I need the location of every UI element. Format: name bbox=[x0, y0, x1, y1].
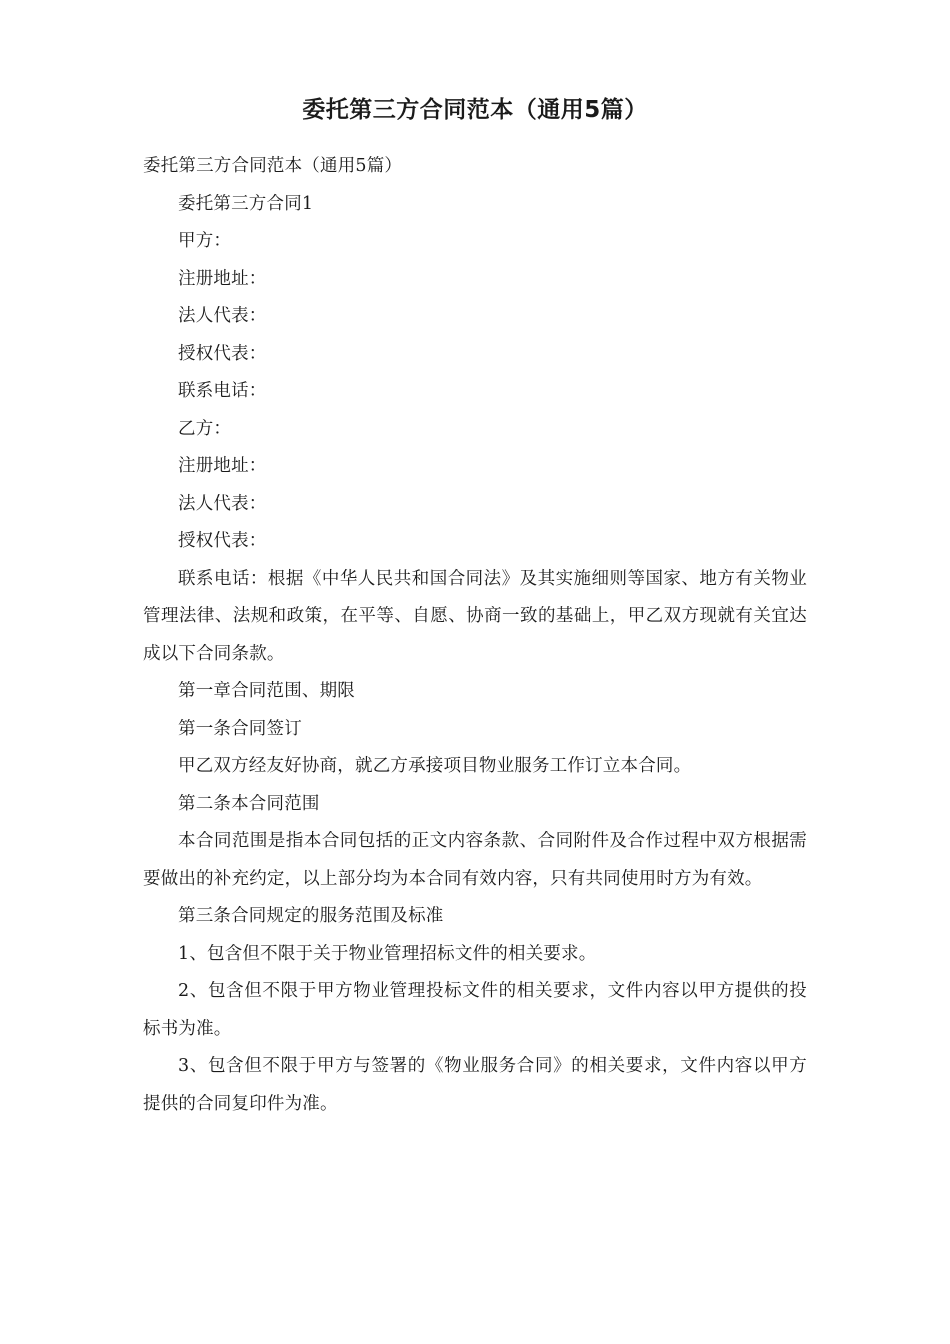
article-3-item-1: 1、包含但不限于关于物业管理招标文件的相关要求。 bbox=[178, 943, 597, 964]
article-1-text: 甲乙双方经友好协商，就乙方承接项目物业服务工作订立本合同。 bbox=[178, 756, 692, 776]
party-a-address: 注册地址： bbox=[178, 268, 267, 289]
party-a-label: 甲方： bbox=[178, 231, 232, 251]
party-a-authorized-rep: 授权代表： bbox=[178, 343, 267, 364]
article-1-heading: 第一条合同签订 bbox=[178, 718, 302, 739]
article-2-heading: 第二条本合同范围 bbox=[178, 793, 320, 814]
party-b-address: 注册地址： bbox=[178, 456, 267, 476]
chapter-1-heading: 第一章合同范围、期限 bbox=[178, 681, 355, 701]
document-title: 委托第三方合同范本（通用5篇） bbox=[302, 97, 648, 123]
contract-heading: 委托第三方合同1 bbox=[178, 193, 314, 214]
party-b-phone-preamble: 联系电话：根据《中华人民共和国合同法》及其实施细则等国家、地方有关物业管理法律、法规和政策，在平等、自愿、协商一致的基础上，甲乙双方现就有关宜达成以下合同条款。 bbox=[143, 568, 807, 664]
document-body bbox=[143, 148, 807, 1123]
article-3-item-3: 3、包含但不限于甲方与签署的《物业服务合同》的相关要求，文件内容以甲方提供的合同复印件为准。 bbox=[143, 1056, 807, 1114]
article-3-heading: 第三条合同规定的服务范围及标准 bbox=[178, 906, 444, 926]
party-b-label: 乙方： bbox=[178, 418, 232, 439]
article-3-item-2: 2、包含但不限于甲方物业管理投标文件的相关要求，文件内容以甲方提供的投标书为准。 bbox=[143, 981, 807, 1039]
party-b-legal-rep: 法人代表： bbox=[178, 493, 267, 514]
subtitle-paragraph: 委托第三方合同范本（通用5篇） bbox=[143, 156, 403, 176]
party-a-phone: 联系电话： bbox=[178, 381, 267, 401]
party-b-authorized-rep: 授权代表： bbox=[178, 531, 267, 551]
article-2-text: 本合同范围是指本合同包括的正文内容条款、合同附件及合作过程中双方根据需要做出的补充约定，以上部分均为本合同有效内容，只有共同使用时方为有效。 bbox=[143, 831, 807, 889]
party-a-legal-rep: 法人代表： bbox=[178, 306, 267, 326]
